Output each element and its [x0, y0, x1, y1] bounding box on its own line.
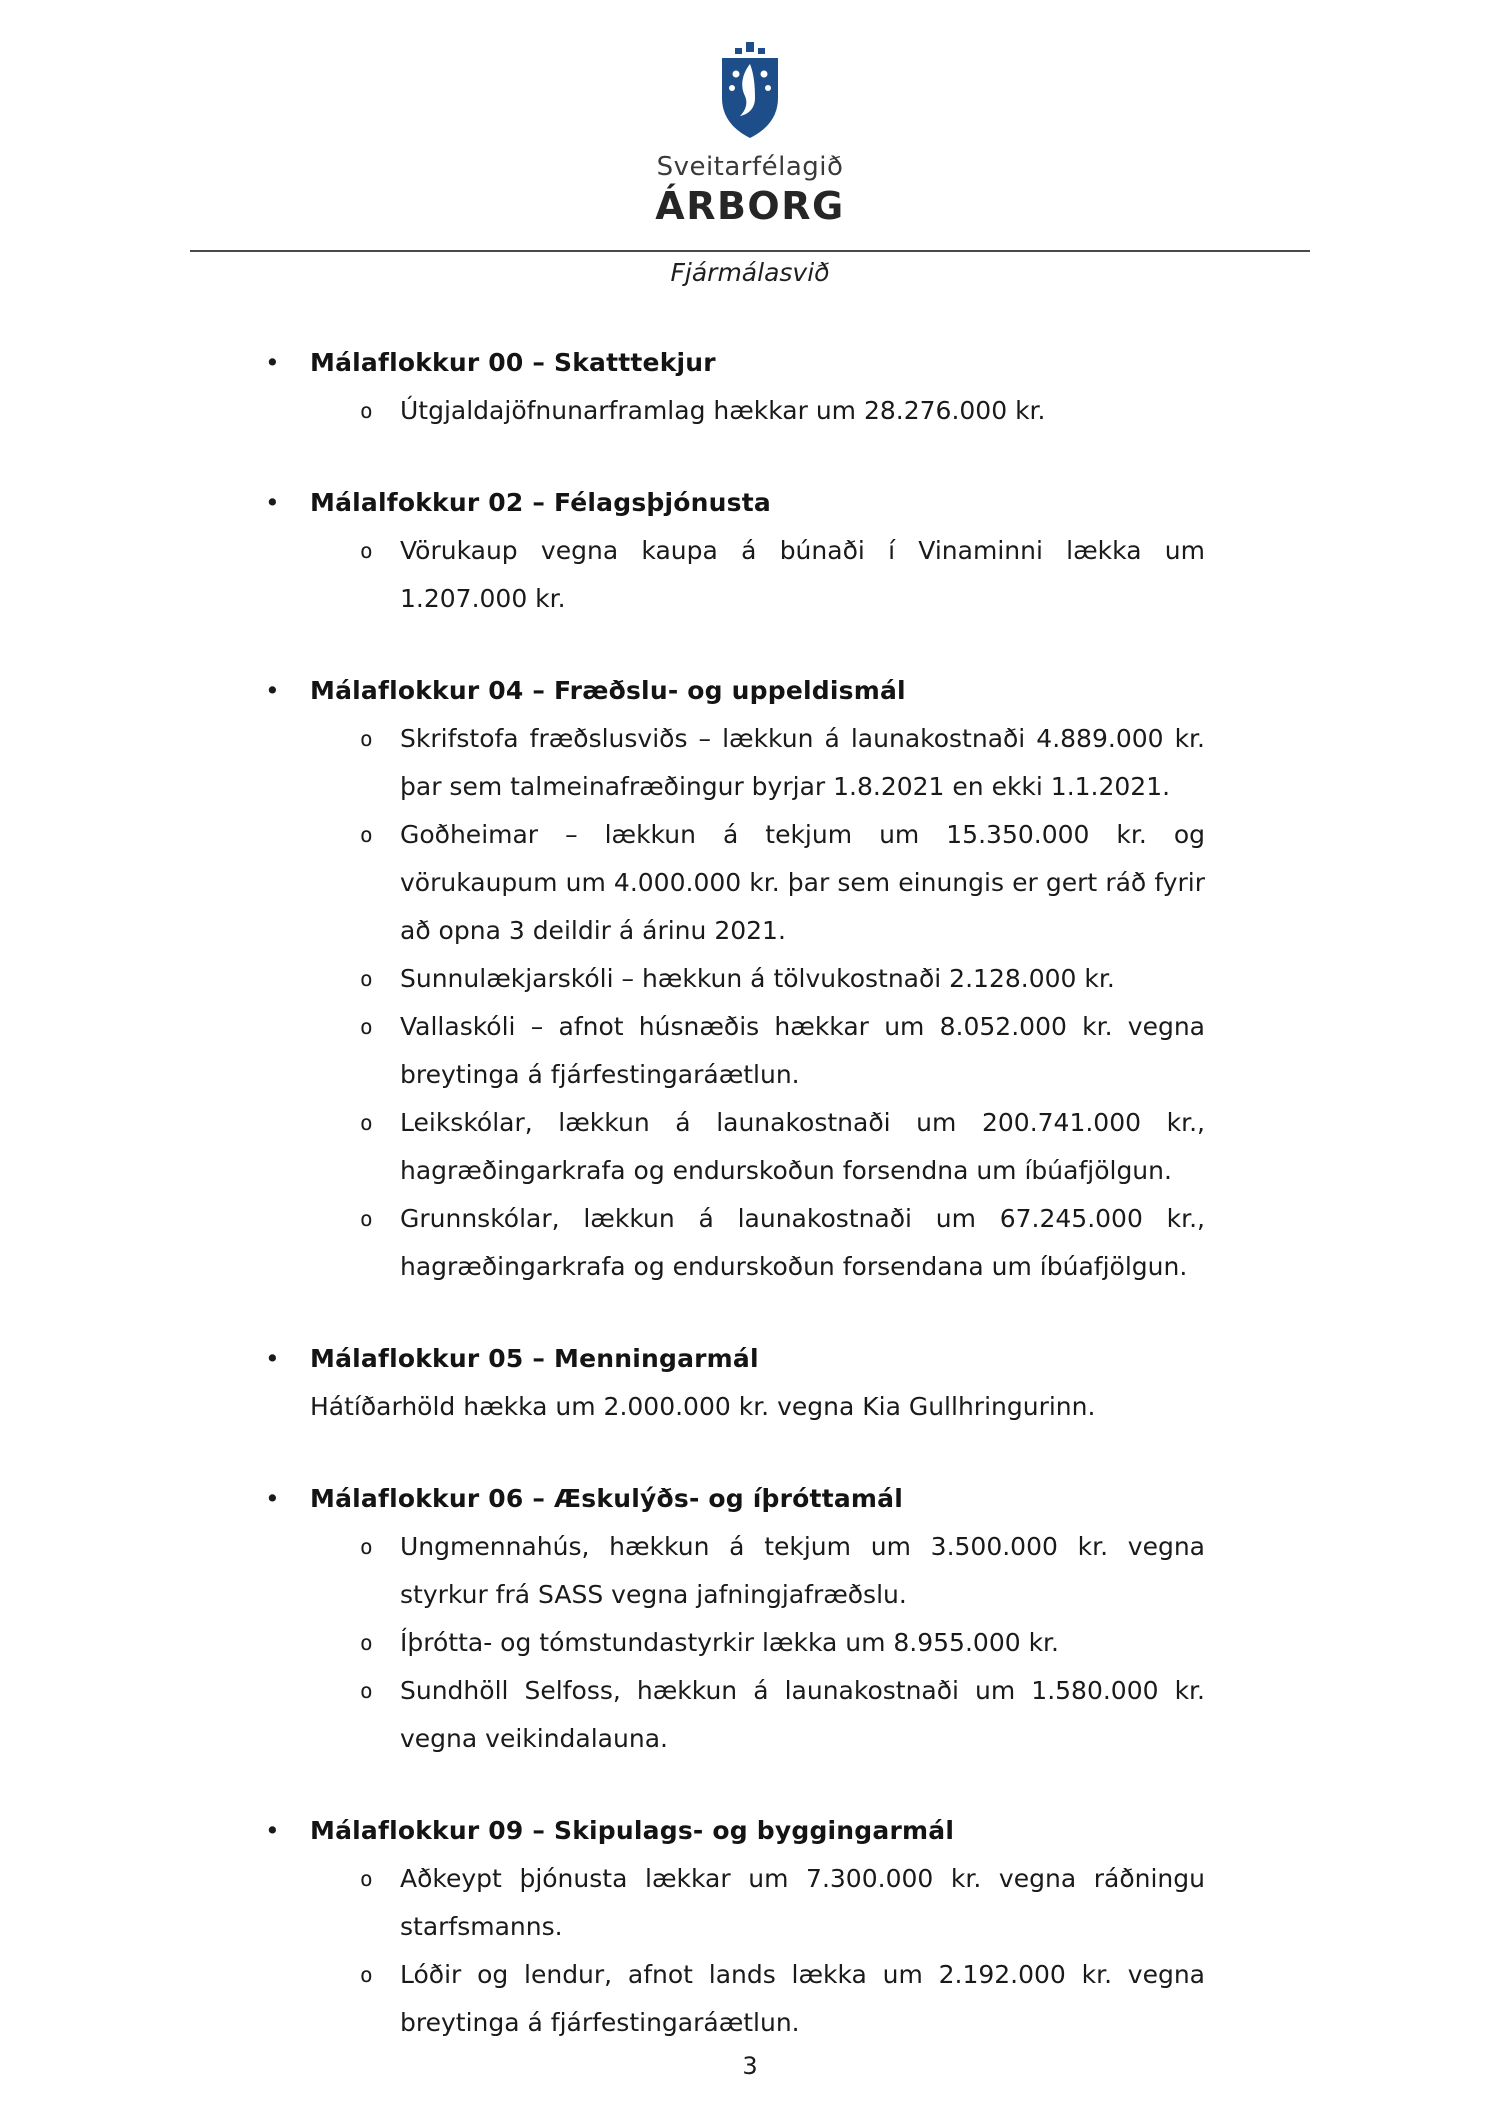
section-paragraph: Hátíðarhöld hækka um 2.000.000 kr. vegna Kia Gullhringurinn. [310, 1392, 1096, 1421]
circle-bullet-icon: o [360, 1963, 373, 1987]
list-item [360, 715, 1205, 811]
list-item-text: Skrifstofa fræðslusviðs – lækkun á launakostnaði 4.889.000 kr. þar sem talmeinafræðingur byrjar 1.8.2021 en ekki 1.1.2021. [400, 724, 1205, 801]
circle-bullet-icon: o [360, 1111, 373, 1135]
section-malaflokkur-09 [265, 1807, 1205, 2047]
circle-bullet-icon: o [360, 1015, 373, 1039]
section-title: Málaflokkur 05 – Menningarmál [310, 1344, 759, 1373]
section-malaflokkur-00 [265, 339, 1205, 435]
circle-bullet-icon: o [360, 399, 373, 423]
list-item [360, 387, 1205, 435]
list-item-text: Íþrótta- og tómstundastyrkir lækka um 8.955.000 kr. [400, 1628, 1059, 1657]
document-body [265, 339, 1205, 2047]
circle-bullet-icon: o [360, 539, 373, 563]
section-malaflokkur-05 [265, 1335, 1205, 1431]
bullet-icon: • [265, 488, 280, 517]
section-title: Málalfokkur 02 – Félagsþjónusta [310, 488, 771, 517]
list-item [360, 1099, 1205, 1195]
section-heading-row [265, 479, 1205, 527]
bullet-icon: • [265, 1344, 280, 1373]
list-item-text: Útgjaldajöfnunarframlag hækkar um 28.276.000 kr. [400, 396, 1046, 425]
list-item [360, 1003, 1205, 1099]
section-title: Málaflokkur 04 – Fræðslu- og uppeldismál [310, 676, 906, 705]
bullet-icon: • [265, 1484, 280, 1513]
list-item-text: Goðheimar – lækkun á tekjum um 15.350.000 kr. og vörukaupum um 4.000.000 kr. þar sem einungis er gert ráð fyrir að opna 3 deildir á árinu 2021. [400, 820, 1205, 945]
list-item [360, 955, 1205, 1003]
list-item-text: Vallaskóli – afnot húsnæðis hækkar um 8.052.000 kr. vegna breytinga á fjárfestingaráætlun. [400, 1012, 1205, 1089]
list-item [360, 1523, 1205, 1619]
list-item [360, 1619, 1205, 1667]
circle-bullet-icon: o [360, 823, 373, 847]
bullet-icon: • [265, 676, 280, 705]
list-item-text: Leikskólar, lækkun á launakostnaði um 200.741.000 kr., hagræðingarkrafa og endurskoðun forsendna um íbúafjölgun. [400, 1108, 1205, 1185]
list-item-text: Grunnskólar, lækkun á launakostnaði um 67.245.000 kr., hagræðingarkrafa og endurskoðun forsendana um íbúafjölgun. [400, 1204, 1205, 1281]
bullet-icon: • [265, 1816, 280, 1845]
header-divider-line [190, 250, 1310, 252]
document-header [0, 40, 1500, 287]
list-item-text: Vörukaup vegna kaupa á búnaði í Vinaminni lækka um 1.207.000 kr. [400, 536, 1205, 613]
section-heading-row [265, 1475, 1205, 1523]
circle-bullet-icon: o [360, 1207, 373, 1231]
department-name: Fjármálasvið [670, 258, 830, 287]
bullet-icon: • [265, 348, 280, 377]
circle-bullet-icon: o [360, 1867, 373, 1891]
list-item [360, 1667, 1205, 1763]
circle-bullet-icon: o [360, 967, 373, 991]
section-heading-row [265, 1335, 1205, 1383]
section-heading-row [265, 339, 1205, 387]
section-malaflokkur-06 [265, 1475, 1205, 1763]
section-title: Málaflokkur 00 – Skatttekjur [310, 348, 716, 377]
circle-bullet-icon: o [360, 1679, 373, 1703]
list-item [360, 1195, 1205, 1291]
arborg-coat-of-arms-icon [708, 40, 792, 144]
list-item-text: Sunnulækjarskóli – hækkun á tölvukostnaði 2.128.000 kr. [400, 964, 1115, 993]
list-item [360, 527, 1205, 623]
section-title: Málaflokkur 09 – Skipulags- og byggingarmál [310, 1816, 955, 1845]
org-name-line2: ÁRBORG [655, 184, 845, 228]
circle-bullet-icon: o [360, 1631, 373, 1655]
page-number: 3 [742, 2052, 758, 2080]
list-item [360, 1951, 1205, 2047]
circle-bullet-icon: o [360, 1535, 373, 1559]
list-item [360, 1855, 1205, 1951]
section-malaflokkur-04 [265, 667, 1205, 1291]
list-item-text: Lóðir og lendur, afnot lands lækka um 2.192.000 kr. vegna breytinga á fjárfestingaráætlun. [400, 1960, 1205, 2037]
list-item-text: Aðkeypt þjónusta lækkar um 7.300.000 kr. vegna ráðningu starfsmanns. [400, 1864, 1205, 1941]
section-malaflokkur-02 [265, 479, 1205, 623]
list-item-text: Sundhöll Selfoss, hækkun á launakostnaði um 1.580.000 kr. vegna veikindalauna. [400, 1676, 1205, 1753]
circle-bullet-icon: o [360, 727, 373, 751]
list-item-text: Ungmennahús, hækkun á tekjum um 3.500.000 kr. vegna styrkur frá SASS vegna jafningjafræðslu. [400, 1532, 1205, 1609]
section-heading-row [265, 667, 1205, 715]
list-item [360, 811, 1205, 955]
section-title: Málaflokkur 06 – Æskulýðs- og íþróttamál [310, 1484, 904, 1513]
section-heading-row [265, 1807, 1205, 1855]
logo-container [0, 40, 1500, 144]
org-name-line1: Sveitarfélagið [656, 152, 844, 182]
